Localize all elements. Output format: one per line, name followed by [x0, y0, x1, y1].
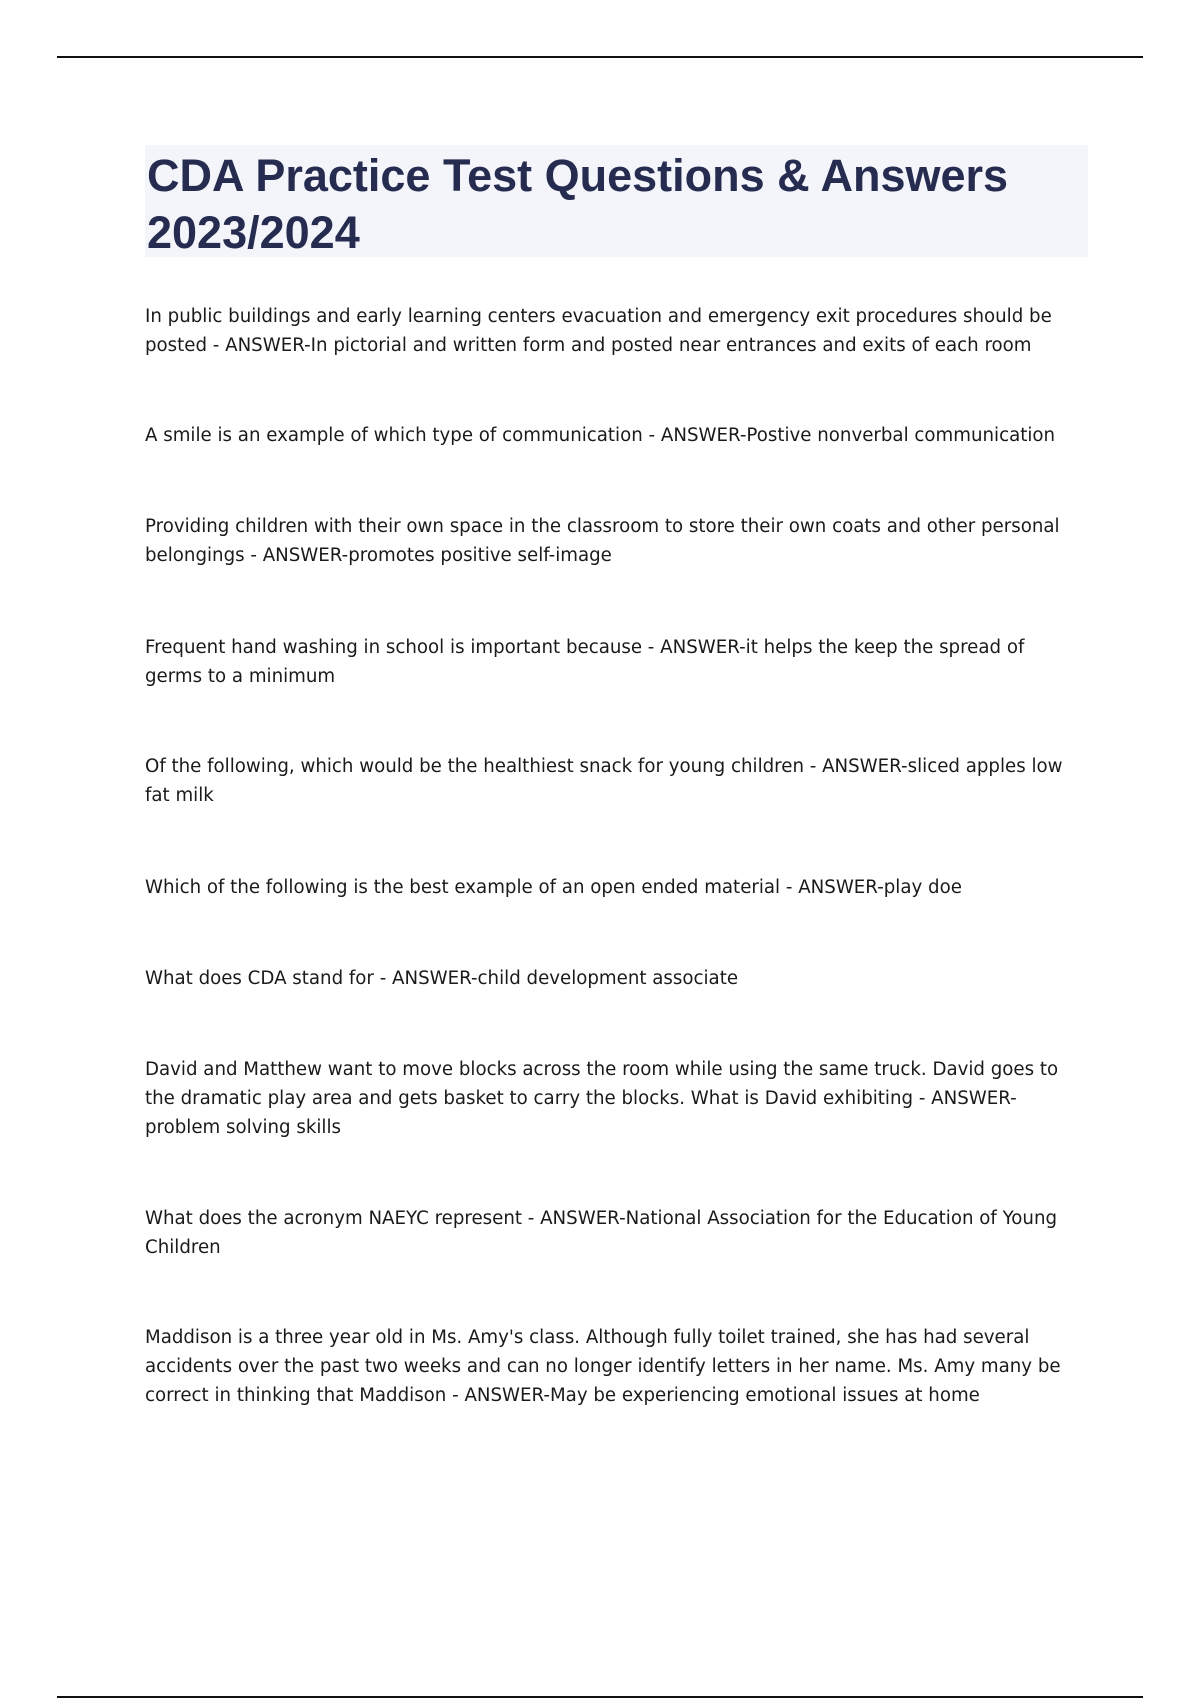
qa-item-10: Maddison is a three year old in Ms. Amy's class. Although fully toilet trained, she has had several accidents over the past two weeks and can no longer identify letters in her name. Ms. Amy many be correct in thinking that Maddison - ANSWER-May be experiencing emotional issues at home: [145, 1327, 1061, 1406]
qa-item-1: In public buildings and early learning centers evacuation and emergency exit procedures should be posted - ANSWER-In pictorial and written form and posted near entrances and exits of each room: [145, 306, 1052, 356]
title-banner: [145, 145, 1088, 257]
qa-item-5: Of the following, which would be the healthiest snack for young children - ANSWER-sliced apples low fat milk: [145, 756, 1063, 806]
bottom-rule: [57, 1696, 1143, 1698]
qa-item-8: David and Matthew want to move blocks across the room while using the same truck. David goes to the dramatic play area and gets basket to carry the blocks. What is David exhibiting - ANSWER-problem solving skills: [145, 1059, 1059, 1138]
qa-item-4: Frequent hand washing in school is important because - ANSWER-it helps the keep the spread of germs to a minimum: [145, 637, 1025, 687]
page-title: CDA Practice Test Questions & Answers 2023/2024: [147, 150, 1009, 258]
qa-item-2: A smile is an example of which type of communication - ANSWER-Postive nonverbal communication: [145, 425, 1056, 446]
top-rule: [57, 56, 1143, 58]
qa-item-3: Providing children with their own space in the classroom to store their own coats and other personal belongings - ANSWER-promotes positive self-image: [145, 516, 1060, 566]
qa-item-6: Which of the following is the best example of an open ended material - ANSWER-play doe: [145, 877, 962, 898]
qa-item-7: What does CDA stand for - ANSWER-child development associate: [145, 968, 739, 989]
qa-item-9: What does the acronym NAEYC represent - ANSWER-National Association for the Education of Young Children: [145, 1208, 1058, 1258]
